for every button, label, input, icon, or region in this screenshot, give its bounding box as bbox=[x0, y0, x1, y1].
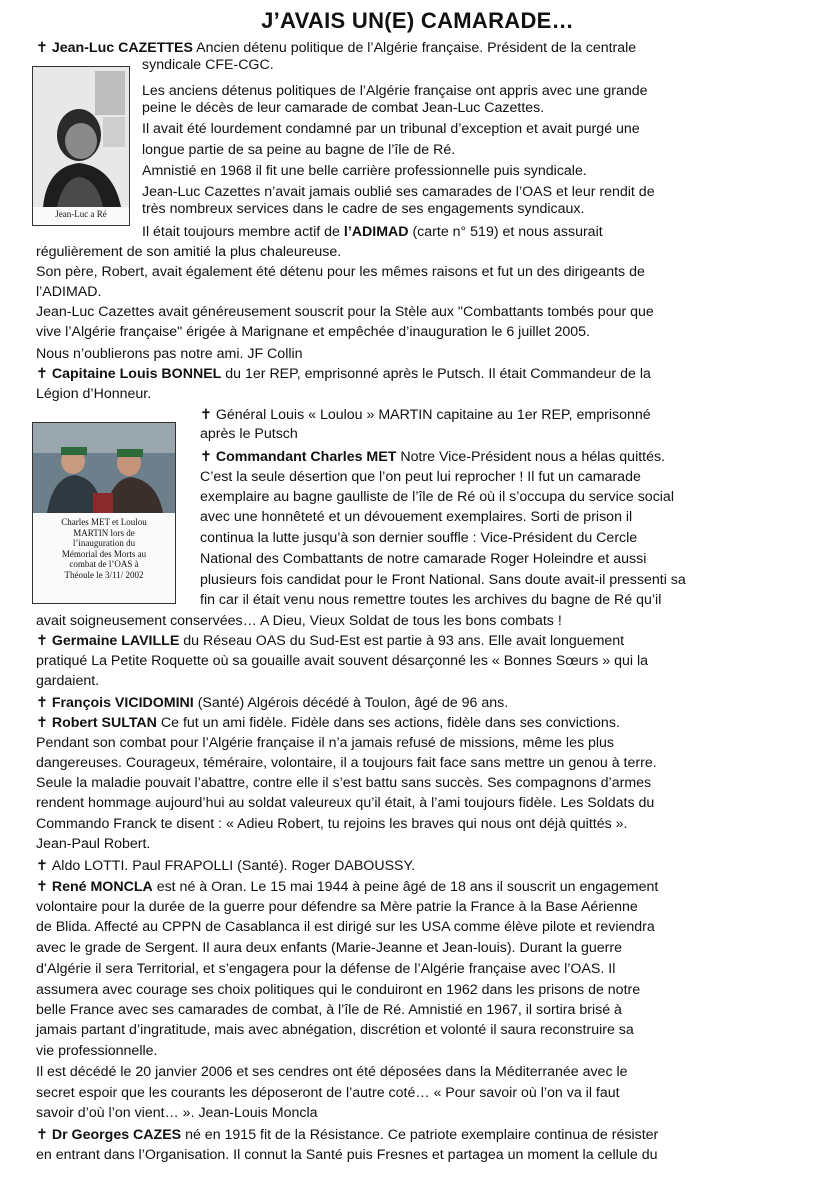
text-line bbox=[36, 653, 648, 670]
cross-icon: ✝ bbox=[36, 1127, 52, 1143]
text-line bbox=[36, 1105, 318, 1122]
text-line-content: Il avait été lourdement condamné par un tribunal d’exception et avait purgé une bbox=[142, 121, 640, 137]
text-line bbox=[36, 1085, 620, 1102]
text-line bbox=[142, 201, 584, 218]
text-line bbox=[200, 572, 686, 589]
text-line bbox=[36, 879, 658, 896]
text-line-content: National des Combattants de notre camarade Roger Holeindre et aussi bbox=[200, 551, 647, 567]
text-line bbox=[36, 1002, 622, 1019]
text-line bbox=[142, 142, 455, 159]
text-line-content: après le Putsch bbox=[200, 426, 298, 442]
text-line-content: jamais partant d’ingratitude, mais avec abnégation, discrétion et volonté il saura reconstruire sa bbox=[36, 1022, 634, 1038]
text-line bbox=[36, 982, 640, 999]
text-line-content: François VICIDOMINI (Santé) Algérois décédé à Toulon, âgé de 96 ans. bbox=[51, 695, 509, 711]
text-line bbox=[142, 57, 274, 74]
text-line-content: assumera avec courage ses choix politiques qui le conduiront en 1962 dans les prisons de notre bbox=[36, 982, 641, 998]
text-line bbox=[142, 184, 655, 201]
text-line-content: Robert SULTAN Ce fut un ami fidèle. Fidèle dans ses actions, fidèle dans ses convictions. bbox=[51, 715, 620, 731]
text-line-content: avait soigneusement conservées… A Dieu, Vieux Soldat de tous les bons combats ! bbox=[36, 613, 562, 629]
text-line bbox=[200, 426, 298, 443]
text-line bbox=[36, 961, 615, 978]
text-line-content: peine le décès de leur camarade de combat Jean-Luc Cazettes. bbox=[142, 100, 545, 116]
text-line bbox=[36, 1127, 658, 1144]
text-line bbox=[36, 940, 622, 957]
text-line bbox=[142, 83, 648, 100]
cross-icon: ✝ bbox=[36, 858, 52, 874]
text-line-content: Nous n’oublierons pas notre ami. JF Collin bbox=[36, 346, 303, 362]
text-line bbox=[142, 121, 640, 138]
text-line bbox=[36, 735, 614, 752]
text-line-content: Son père, Robert, avait également été détenu pour les mêmes raisons et fut un des dirigeants de bbox=[36, 264, 645, 280]
text-line-content: Commandant Charles MET Notre Vice-Président nous a hélas quittés. bbox=[215, 449, 666, 465]
text-line bbox=[36, 858, 415, 875]
text-line bbox=[142, 100, 544, 117]
text-line-content: Amnistié en 1968 il fit une belle carrière professionnelle puis syndicale. bbox=[142, 163, 587, 179]
text-line bbox=[36, 284, 101, 301]
text-line-content: Pendant son combat pour l’Algérie française il n’a jamais refusé de missions, même les plus bbox=[36, 735, 615, 751]
text-line bbox=[36, 244, 341, 261]
text-line-content: savoir d’où l’on vient… ». Jean-Louis Moncla bbox=[36, 1105, 318, 1121]
cross-icon: ✝ bbox=[36, 633, 52, 649]
text-line bbox=[200, 407, 651, 424]
text-line-content: l’ADIMAD. bbox=[36, 284, 102, 300]
portrait-image bbox=[33, 67, 129, 207]
text-line bbox=[36, 919, 655, 936]
text-line bbox=[36, 366, 651, 383]
cross-icon: ✝ bbox=[36, 40, 52, 56]
text-line-content: belle France avec ses camarades de combat, à l’île de Ré. Amnistié en 1967, il sortira brisé à bbox=[36, 1002, 622, 1018]
caption-line: l’inauguration du bbox=[72, 538, 136, 548]
text-line bbox=[36, 1064, 628, 1081]
text-line-content: Il était toujours membre actif de l’ADIMAD (carte n° 519) et nous assurait bbox=[142, 224, 603, 240]
text-line bbox=[142, 224, 603, 241]
group-photo-image bbox=[33, 423, 175, 513]
text-line bbox=[36, 304, 654, 321]
text-line-content: d’Algérie il sera Territorial, et s’engagera pour la défense de l’Algérie française avec l’OAS. Il bbox=[36, 961, 616, 977]
text-line bbox=[36, 775, 651, 792]
text-line bbox=[36, 899, 638, 916]
text-line-content: très nombreux services dans le cadre de ses engagements syndicaux. bbox=[142, 201, 585, 217]
text-line bbox=[36, 40, 636, 57]
cross-icon: ✝ bbox=[36, 695, 52, 711]
text-line bbox=[36, 386, 151, 403]
text-line bbox=[36, 755, 657, 772]
text-line bbox=[36, 816, 627, 833]
text-line bbox=[36, 673, 99, 690]
text-line-content: vive l’Algérie française" érigée à Marignane et empêchée d’inauguration le 6 juillet 2005. bbox=[36, 324, 590, 340]
caption-line: Mémorial des Morts au bbox=[61, 548, 147, 559]
text-line bbox=[36, 695, 508, 712]
text-line bbox=[36, 613, 562, 630]
text-line bbox=[200, 509, 632, 526]
photo-caption: Jean-Luc a Ré bbox=[55, 209, 107, 219]
cross-icon: ✝ bbox=[200, 449, 216, 465]
caption-line: MARTIN lors de bbox=[73, 527, 135, 538]
text-line-content: Seule la maladie pouvait l’abattre, contre elle il s’est battu sans succès. Ses compagnons d’armes bbox=[36, 775, 652, 791]
text-line bbox=[142, 163, 587, 180]
text-line-content: régulièrement de son amitié la plus chaleureuse. bbox=[36, 244, 342, 260]
text-line bbox=[36, 1147, 657, 1164]
text-line bbox=[200, 530, 637, 547]
text-line bbox=[36, 795, 654, 812]
text-line-content: Il est décédé le 20 janvier 2006 et ses cendres ont été déposées dans la Méditerranée avec le bbox=[36, 1064, 628, 1080]
text-line-content: Aldo LOTTI. Paul FRAPOLLI (Santé). Roger DABOUSSY. bbox=[51, 858, 416, 874]
text-line-content: Germaine LAVILLE du Réseau OAS du Sud-Est est partie à 93 ans. Elle avait longuement bbox=[51, 633, 625, 649]
text-line-content: C’est la seule désertion que l’on peut lui reprocher ! Il fut un camarade bbox=[200, 469, 641, 485]
text-line-content: Jean-Paul Robert. bbox=[36, 836, 151, 852]
text-line-content: Jean-Luc Cazettes n’avait jamais oublié ses camarades de l’OAS et leur rendit de bbox=[142, 184, 655, 200]
text-line-content: Jean-Luc CAZETTES Ancien détenu politique de l’Algérie française. Président de la centrale bbox=[51, 40, 637, 56]
text-line bbox=[200, 449, 665, 466]
text-line-content: secret espoir que les courants les déposeront de l’autre coté… « Pour savoir où l’on va il faut bbox=[36, 1085, 620, 1101]
text-line-content: avec le grade de Sergent. Il aura deux enfants (Marie-Jeanne et Jean-louis). Durant la guerre bbox=[36, 940, 622, 956]
text-line-content: plusieurs fois candidat pour le Front National. Sans doute avait-il pressenti sa bbox=[200, 572, 686, 588]
text-line bbox=[36, 264, 645, 281]
text-line-content: fin car il était venu nous remettre toutes les archives du bagne de Ré qu’il bbox=[200, 592, 662, 608]
cross-icon: ✝ bbox=[36, 879, 52, 895]
text-line-content: René MONCLA est né à Oran. Le 15 mai 1944 à peine âgé de 18 ans il souscrit un engagement bbox=[51, 879, 659, 895]
text-line-content: Commando Franck te disent : « Adieu Robert, tu rejoins les braves qui nous ont déjà quittés ». bbox=[36, 816, 628, 832]
text-line bbox=[200, 592, 661, 609]
text-line bbox=[200, 551, 646, 568]
text-line bbox=[200, 469, 641, 486]
text-line bbox=[36, 1022, 634, 1039]
cross-icon: ✝ bbox=[200, 407, 216, 423]
text-line-content: Jean-Luc Cazettes avait généreusement souscrit pour la Stèle aux "Combattants tombés pour que bbox=[36, 304, 654, 320]
caption-line: Théoule le 3/11/ 2002 bbox=[64, 569, 144, 580]
text-line-content: vie professionnelle. bbox=[36, 1043, 158, 1059]
text-line bbox=[200, 489, 674, 506]
text-line-content: gardaient. bbox=[36, 673, 100, 689]
text-line-content: dangereuses. Courageux, téméraire, volontaire, il a toujours fait face sans mettre un genou à terre. bbox=[36, 755, 657, 771]
text-line-content: pratiqué La Petite Roquette où sa gouaille avait souvent désarçonné les « Bonnes Sœurs » qui la bbox=[36, 653, 649, 669]
text-line-content: rendent hommage aujourd’hui au soldat valeureux qu’il était, à l’ami toujours fidèle. Les Soldats du bbox=[36, 795, 655, 811]
photo-charles-met-loulou-martin bbox=[32, 422, 176, 604]
caption-line: combat de l’OAS à bbox=[69, 559, 139, 569]
text-line-content: volontaire pour la durée de la guerre pour défendre sa Mère patrie la France à la Base Aérienne bbox=[36, 899, 638, 915]
text-line-content: Dr Georges CAZES né en 1915 fit de la Résistance. Ce patriote exemplaire continua de résister bbox=[51, 1127, 659, 1143]
text-line-content: en entrant dans l’Organisation. Il connut la Santé puis Fresnes et partagea un moment la cellule du bbox=[36, 1147, 658, 1163]
text-line-content: avec une honnêteté et un dévouement exemplaires. Sorti de prison il bbox=[200, 509, 633, 525]
text-line-content: longue partie de sa peine au bagne de l’île de Ré. bbox=[142, 142, 456, 158]
text-line bbox=[36, 346, 303, 363]
text-line-content: de Blida. Affecté au CPPN de Casablanca il est dirigé sur les USA comme élève pilote et reviendra bbox=[36, 919, 655, 935]
text-line bbox=[36, 324, 590, 341]
text-line-content: Légion d’Honneur. bbox=[36, 386, 152, 402]
cross-icon: ✝ bbox=[36, 366, 52, 382]
photo-caption bbox=[35, 517, 173, 580]
text-line bbox=[36, 715, 620, 732]
text-line-content: Capitaine Louis BONNEL du 1er REP, emprisonné après le Putsch. Il était Commandeur de la bbox=[51, 366, 651, 382]
page-title: J’AVAIS UN(E) CAMARADE… bbox=[261, 8, 574, 33]
caption-line: Charles MET et Loulou bbox=[61, 517, 147, 527]
text-line-content: Les anciens détenus politiques de l’Algérie française ont appris avec une grande bbox=[142, 83, 648, 99]
text-line-content: continua la lutte jusqu’à son dernier souffle : Vice-Président du Cercle bbox=[200, 530, 638, 546]
photo-jean-luc-cazettes bbox=[32, 66, 130, 226]
text-line-content: Général Louis « Loulou » MARTIN capitaine au 1er REP, emprisonné bbox=[215, 407, 651, 423]
text-line bbox=[36, 633, 624, 650]
text-line bbox=[36, 1043, 157, 1060]
text-line bbox=[36, 836, 150, 853]
cross-icon: ✝ bbox=[36, 715, 52, 731]
text-line-content: exemplaire au bagne gaulliste de l’île de Ré où il s’occupa du service social bbox=[200, 489, 674, 505]
text-line-content: syndicale CFE-CGC. bbox=[142, 57, 274, 73]
